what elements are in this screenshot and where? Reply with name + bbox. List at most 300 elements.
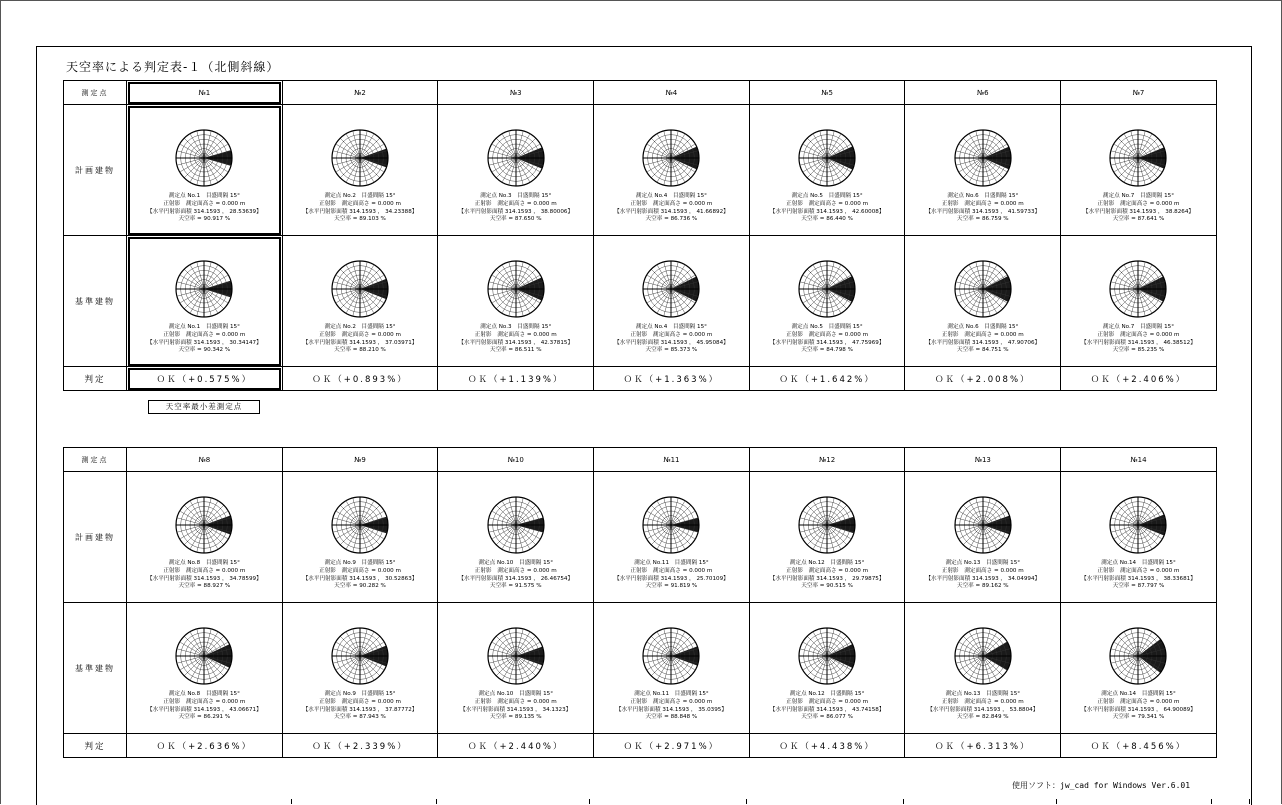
projected-area: 42.60008 [852, 208, 879, 215]
point-id: No.8 [187, 559, 201, 566]
judgement-result: ＯＫ（+6.313%） [905, 734, 1061, 758]
scale-interval: 目盛間隔 15° [518, 559, 554, 566]
point-id: No.4 [654, 323, 668, 330]
measure-height: 測定面高さ = 0.000 m [497, 200, 557, 207]
projection-type: 正射影 [474, 331, 492, 338]
sky-ratio-prefix: 天空率 = [334, 216, 360, 223]
measure-height: 測定面高さ = 0.000 m [1119, 698, 1180, 705]
point-number-header: №6 [905, 81, 1061, 105]
scale-interval: 目盛間隔 15° [672, 323, 707, 330]
measurement-info: 測定点 No.3 目盛間隔 15° 正射影 測定面高さ = 0.000 m 【水平円射影面積 314.1593 ， 38.80006】 天空率 = 87.650 % [458, 192, 574, 223]
row-label-point: 測定点 [64, 448, 127, 472]
projection-type: 正射影 [1097, 567, 1115, 574]
software-footer: 使用ソフト：jw_cad for Windows Ver.6.01 [1012, 781, 1191, 790]
projected-area: 37.87772 [385, 706, 412, 713]
measurement-info: 測定点 No.7 目盛間隔 15° 正射影 測定面高さ = 0.000 m 【水平円射影面積 314.1593 ， 46.38512】 天空率 = 85.235 % [1081, 323, 1196, 354]
scale-interval: 目盛間隔 15° [986, 690, 1021, 697]
judgement-result: ＯＫ（+1.642%） [749, 367, 905, 391]
measure-height: 測定面高さ = 0.000 m [652, 200, 713, 207]
projection-type: 正射影 [319, 698, 336, 705]
scale-interval: 目盛間隔 15° [830, 690, 865, 697]
point-id: No.5 [810, 192, 823, 199]
projected-area: 26.46754 [540, 575, 568, 582]
area-prefix: 【水平円射影面積 314.1593 ， [147, 706, 228, 713]
measure-height: 測定面高さ = 0.000 m [341, 698, 401, 705]
row-label-judge: 判定 [64, 367, 127, 391]
sky-dome-diagram [329, 127, 391, 189]
projected-area: 38.8264 [1165, 208, 1189, 215]
sky-ratio-prefix: 天空率 = [956, 216, 982, 223]
sky-ratio-value: 89.103 % [359, 216, 386, 223]
measurement-info: 測定点 No.7 目盛間隔 15° 正射影 測定面高さ = 0.000 m 【水平円射影面積 314.1593 ， 38.8264】 天空率 = 87.641 % [1082, 192, 1195, 223]
sky-ratio-value: 84.751 % [981, 347, 1009, 354]
projected-area: 34.23388 [385, 208, 412, 215]
measurement-info: 測定点 No.6 目盛間隔 15° 正射影 測定面高さ = 0.000 m 【水平円射影面積 314.1593 ， 41.59733】 天空率 = 86.759 % [925, 192, 1041, 223]
sky-ratio-value: 89.135 % [514, 714, 542, 721]
judgement-result: ＯＫ（+0.893%） [282, 367, 438, 391]
point-id: No.11 [652, 690, 670, 697]
scale-interval: 目盛間隔 15° [361, 559, 396, 566]
measurement-info: 測定点 No.2 目盛間隔 15° 正射影 測定面高さ = 0.000 m 【水平円射影面積 314.1593 ， 34.23388】 天空率 = 89.103 % [302, 192, 418, 223]
area-prefix: 【水平円射影面積 314.1593 ， [614, 575, 695, 582]
projection-type: 正射影 [941, 331, 959, 338]
sheet-bottom-ticks [36, 799, 1250, 804]
area-prefix: 【水平円射影面積 314.1593 ， [458, 575, 539, 582]
sky-ratio-value: 90.342 % [203, 347, 231, 354]
projection-type: 正射影 [163, 331, 181, 338]
projection-type: 正射影 [319, 200, 336, 207]
sky-dome-diagram [640, 625, 702, 687]
sky-dome-diagram [1107, 127, 1169, 189]
projected-area: 43.74158 [852, 706, 879, 713]
area-prefix: 【水平円射影面積 314.1593 ， [925, 339, 1007, 346]
area-prefix: 【水平円射影面積 314.1593 ， [302, 208, 384, 215]
measurement-info: 測定点 No.2 目盛間隔 15° 正射影 測定面高さ = 0.000 m 【水平円射影面積 314.1593 ， 37.03971】 天空率 = 88.210 % [302, 323, 418, 354]
judgement-result: ＯＫ（+4.438%） [749, 734, 905, 758]
point-id: No.10 [496, 690, 514, 697]
plan-building-cell [1061, 472, 1217, 603]
projection-type: 正射影 [941, 698, 959, 705]
measurement-info: 測定点 No.10 目盛間隔 15° 正射影 測定面高さ = 0.000 m 【水平円射影面積 314.1593 ， 34.1323】 天空率 = 89.135 % [460, 690, 572, 721]
point-number-header: №3 [438, 81, 594, 105]
measure-height: 測定面高さ = 0.000 m [652, 698, 713, 705]
projection-type: 正射影 [163, 200, 181, 207]
point-number-header: №7 [1061, 81, 1217, 105]
projected-area: 46.38512 [1163, 339, 1191, 346]
measure-height: 測定面高さ = 0.000 m [185, 567, 246, 574]
sky-dome-diagram [796, 625, 858, 687]
scale-interval: 目盛間隔 15° [1141, 690, 1176, 697]
sky-ratio-prefix: 天空率 = [801, 216, 827, 223]
sheet-tick [1056, 799, 1057, 804]
plan-building-cell [594, 105, 750, 236]
sky-dome-diagram [485, 127, 547, 189]
projected-area: 37.03971 [385, 339, 412, 346]
scale-interval: 目盛間隔 15° [205, 559, 240, 566]
projected-area: 29.79875 [852, 575, 879, 582]
measurement-info: 測定点 No.4 目盛間隔 15° 正射影 測定面高さ = 0.000 m 【水平円射影面積 314.1593 ， 45.95084】 天空率 = 85.373 % [614, 323, 729, 354]
scale-interval: 目盛間隔 15° [1141, 559, 1176, 566]
scale-interval: 目盛間隔 15° [361, 323, 396, 330]
projection-type: 正射影 [630, 331, 648, 338]
sky-dome-diagram [173, 494, 235, 556]
point-id: No.12 [808, 559, 825, 566]
measurement-info: 測定点 No.6 目盛間隔 15° 正射影 測定面高さ = 0.000 m 【水平円射影面積 314.1593 ， 47.90706】 天空率 = 84.751 % [925, 323, 1041, 354]
point-number-header: №14 [1061, 448, 1217, 472]
sheet-tick [903, 799, 904, 804]
projection-type: 正射影 [941, 567, 959, 574]
sky-ratio-value: 86.736 % [670, 216, 698, 223]
sheet-tick [1249, 799, 1250, 804]
point-number-header: №12 [749, 448, 905, 472]
sky-dome-diagram [329, 258, 391, 320]
measurement-info: 測定点 No.5 目盛間隔 15° 正射影 測定面高さ = 0.000 m 【水平円射影面積 314.1593 ， 47.75969】 天空率 = 84.798 % [769, 323, 885, 354]
measure-height: 測定面高さ = 0.000 m [497, 567, 557, 574]
plan-building-cell [1061, 105, 1217, 236]
row-label-base: 基準建物 [64, 236, 127, 367]
area-prefix: 【水平円射影面積 314.1593 ， [458, 339, 539, 346]
measure-height: 測定面高さ = 0.000 m [341, 567, 401, 574]
projected-area: 42.37815 [540, 339, 568, 346]
sky-ratio-prefix: 天空率 = [801, 583, 827, 590]
sky-ratio-value: 86.291 % [203, 714, 231, 721]
min-difference-point-label: 天空率最小差測定点 [148, 400, 260, 414]
sky-ratio-prefix: 天空率 = [801, 347, 827, 354]
point-id: No.10 [496, 559, 514, 566]
measurement-info: 測定点 No.1 目盛間隔 15° 正射影 測定面高さ = 0.000 m 【水平円射影面積 314.1593 ， 28.53639】 天空率 = 90.917 % [147, 192, 262, 223]
sky-dome-diagram [329, 625, 391, 687]
scale-interval: 目盛間隔 15° [518, 690, 554, 697]
base-building-cell [282, 236, 438, 367]
measure-height: 測定面高さ = 0.000 m [341, 331, 401, 338]
judgement-result: ＯＫ（+2.406%） [1061, 367, 1217, 391]
area-prefix: 【水平円射影面積 314.1593 ， [147, 339, 228, 346]
sky-ratio-value: 89.162 % [981, 583, 1009, 590]
point-id: No.4 [654, 192, 668, 199]
measurement-info: 測定点 No.11 目盛間隔 15° 正射影 測定面高さ = 0.000 m 【水平円射影面積 314.1593 ， 35.0395】 天空率 = 88.848 % [615, 690, 727, 721]
projection-type: 正射影 [163, 567, 181, 574]
sky-ratio-prefix: 天空率 = [801, 714, 827, 721]
measurement-info: 測定点 No.8 目盛間隔 15° 正射影 測定面高さ = 0.000 m 【水平円射影面積 314.1593 ， 43.06671】 天空率 = 86.291 % [147, 690, 262, 721]
sky-ratio-value: 91.575 % [514, 583, 542, 590]
scale-interval: 目盛間隔 15° [517, 323, 552, 330]
measurement-info: 測定点 No.4 目盛間隔 15° 正射影 測定面高さ = 0.000 m 【水平円射影面積 314.1593 ， 41.66892】 天空率 = 86.736 % [614, 192, 729, 223]
point-id: No.13 [964, 559, 981, 566]
sky-dome-diagram [485, 625, 547, 687]
point-id: No.11 [652, 559, 670, 566]
projected-area: 53.8804 [1009, 706, 1033, 713]
area-prefix: 【水平円射影面積 314.1593 ， [769, 339, 851, 346]
sky-ratio-prefix: 天空率 = [645, 216, 671, 223]
point-id: No.1 [187, 192, 201, 199]
measurement-info: 測定点 No.12 目盛間隔 15° 正射影 測定面高さ = 0.000 m 【水平円射影面積 314.1593 ， 29.79875】 天空率 = 90.515 % [769, 559, 885, 590]
sky-dome-diagram [952, 127, 1014, 189]
measurement-info: 測定点 No.9 目盛間隔 15° 正射影 測定面高さ = 0.000 m 【水平円射影面積 314.1593 ， 37.87772】 天空率 = 87.943 % [302, 690, 418, 721]
point-id: No.7 [1121, 323, 1135, 330]
projection-type: 正射影 [786, 567, 803, 574]
area-prefix: 【水平円射影面積 314.1593 ， [769, 575, 851, 582]
sky-ratio-prefix: 天空率 = [178, 583, 204, 590]
sky-ratio-prefix: 天空率 = [489, 583, 515, 590]
judgement-table-1 [63, 80, 1217, 391]
point-id: No.2 [343, 192, 356, 199]
projected-area: 34.78599 [229, 575, 257, 582]
row-label-base: 基準建物 [64, 603, 127, 734]
projected-area: 47.90706 [1007, 339, 1035, 346]
sky-dome-diagram [640, 127, 702, 189]
measure-height: 測定面高さ = 0.000 m [964, 698, 1024, 705]
sky-ratio-prefix: 天空率 = [956, 714, 982, 721]
sheet-tick [291, 799, 292, 804]
sky-ratio-value: 86.759 % [981, 216, 1009, 223]
projection-type: 正射影 [786, 331, 803, 338]
point-id: No.13 [964, 690, 981, 697]
base-building-cell [438, 236, 594, 367]
point-number-header: №8 [127, 448, 283, 472]
point-id: No.9 [343, 690, 356, 697]
sky-dome-diagram [640, 494, 702, 556]
plan-building-cell [438, 105, 594, 236]
base-building-cell [749, 603, 905, 734]
projected-area: 47.75969 [852, 339, 879, 346]
sky-ratio-prefix: 天空率 = [1112, 216, 1138, 223]
sky-dome-diagram [485, 258, 547, 320]
measurement-info: 測定点 No.14 目盛間隔 15° 正射影 測定面高さ = 0.000 m 【水平円射影面積 314.1593 ， 64.90089】 天空率 = 79.341 % [1081, 690, 1196, 721]
point-number-header: №9 [282, 448, 438, 472]
projection-type: 正射影 [1097, 331, 1115, 338]
projected-area: 34.1323 [542, 706, 566, 713]
scale-interval: 目盛間隔 15° [828, 192, 863, 199]
sky-ratio-prefix: 天空率 = [178, 714, 204, 721]
projected-area: 64.90089 [1163, 706, 1191, 713]
area-prefix: 【水平円射影面積 314.1593 ， [925, 575, 1007, 582]
area-prefix: 【水平円射影面積 314.1593 ， [460, 706, 541, 713]
scale-interval: 目盛間隔 15° [674, 559, 709, 566]
sky-ratio-prefix: 天空率 = [334, 347, 360, 354]
plan-building-cell [282, 105, 438, 236]
point-number-header: №5 [749, 81, 905, 105]
sky-ratio-value: 84.798 % [826, 347, 853, 354]
sheet-tick [746, 799, 747, 804]
projection-type: 正射影 [630, 567, 648, 574]
sky-ratio-prefix: 天空率 = [1112, 347, 1138, 354]
point-id: No.6 [965, 323, 979, 330]
sky-dome-diagram [173, 258, 235, 320]
scale-interval: 目盛間隔 15° [1139, 192, 1175, 199]
plan-building-cell [127, 105, 283, 236]
projection-type: 正射影 [630, 200, 648, 207]
projection-type: 正射影 [786, 200, 803, 207]
sheet-tick [436, 799, 437, 804]
plan-building-cell [905, 105, 1061, 236]
plan-building-cell [282, 472, 438, 603]
judgement-result: ＯＫ（+2.440%） [438, 734, 594, 758]
sky-ratio-prefix: 天空率 = [645, 347, 671, 354]
judgement-result: ＯＫ（+1.363%） [594, 367, 750, 391]
sheet-tick [1211, 799, 1212, 804]
point-id: No.14 [1119, 559, 1137, 566]
projection-type: 正射影 [1097, 200, 1115, 207]
area-prefix: 【水平円射影面積 314.1593 ， [614, 208, 695, 215]
point-number-header: №4 [594, 81, 750, 105]
sky-ratio-value: 86.440 % [826, 216, 853, 223]
projected-area: 30.52863 [385, 575, 412, 582]
judgement-result: ＯＫ（+2.008%） [905, 367, 1061, 391]
projection-type: 正射影 [1097, 698, 1115, 705]
sky-ratio-value: 88.210 % [359, 347, 386, 354]
base-building-cell [594, 603, 750, 734]
sky-ratio-prefix: 天空率 = [1112, 583, 1138, 590]
base-building-cell [282, 603, 438, 734]
sky-dome-diagram [173, 127, 235, 189]
window-top-edge [0, 0, 1282, 1]
sky-dome-diagram [796, 258, 858, 320]
area-prefix: 【水平円射影面積 314.1593 ， [614, 339, 695, 346]
measure-height: 測定面高さ = 0.000 m [497, 331, 557, 338]
point-id: No.3 [498, 323, 512, 330]
judgement-result: ＯＫ（+1.139%） [438, 367, 594, 391]
sky-ratio-prefix: 天空率 = [334, 714, 360, 721]
measure-height: 測定面高さ = 0.000 m [652, 567, 713, 574]
area-prefix: 【水平円射影面積 314.1593 ， [302, 339, 384, 346]
sky-dome-diagram [640, 258, 702, 320]
scale-interval: 目盛間隔 15° [984, 323, 1019, 330]
base-building-cell [594, 236, 750, 367]
point-id: No.2 [343, 323, 356, 330]
point-number-header: №11 [594, 448, 750, 472]
plan-building-cell [438, 472, 594, 603]
plan-building-cell [749, 105, 905, 236]
point-id: No.1 [187, 323, 201, 330]
measure-height: 測定面高さ = 0.000 m [185, 331, 246, 338]
point-number-header: №1 [127, 81, 283, 105]
base-building-cell [127, 603, 283, 734]
sky-ratio-value: 82.849 % [981, 714, 1009, 721]
sky-ratio-prefix: 天空率 = [956, 583, 982, 590]
base-building-cell [1061, 236, 1217, 367]
measure-height: 測定面高さ = 0.000 m [185, 200, 246, 207]
area-prefix: 【水平円射影面積 314.1593 ， [615, 706, 697, 713]
projected-area: 25.70109 [696, 575, 724, 582]
measurement-info: 測定点 No.3 目盛間隔 15° 正射影 測定面高さ = 0.000 m 【水平円射影面積 314.1593 ， 42.37815】 天空率 = 86.511 % [458, 323, 574, 354]
point-id: No.3 [498, 192, 512, 199]
measure-height: 測定面高さ = 0.000 m [1119, 331, 1180, 338]
measure-height: 測定面高さ = 0.000 m [964, 331, 1024, 338]
row-label-judge: 判定 [64, 734, 127, 758]
projected-area: 30.34147 [229, 339, 257, 346]
sky-dome-diagram [1107, 258, 1169, 320]
area-prefix: 【水平円射影面積 314.1593 ， [927, 706, 1008, 713]
sky-ratio-value: 87.641 % [1137, 216, 1165, 223]
point-id: No.14 [1119, 690, 1137, 697]
projection-type: 正射影 [474, 200, 492, 207]
point-id: No.7 [1121, 192, 1135, 199]
projection-type: 正射影 [630, 698, 648, 705]
sky-dome-diagram [796, 494, 858, 556]
base-building-cell [905, 603, 1061, 734]
sky-ratio-value: 86.077 % [826, 714, 853, 721]
point-number-header: №13 [905, 448, 1061, 472]
measurement-info: 測定点 No.8 目盛間隔 15° 正射影 測定面高さ = 0.000 m 【水平円射影面積 314.1593 ， 34.78599】 天空率 = 88.927 % [147, 559, 262, 590]
sky-ratio-value: 90.917 % [203, 216, 231, 223]
scale-interval: 目盛間隔 15° [205, 192, 240, 199]
scale-interval: 目盛間隔 15° [205, 690, 240, 697]
sky-dome-diagram [796, 127, 858, 189]
sky-ratio-prefix: 天空率 = [489, 347, 515, 354]
projection-type: 正射影 [319, 567, 336, 574]
measurement-info: 測定点 No.5 目盛間隔 15° 正射影 測定面高さ = 0.000 m 【水平円射影面積 314.1593 ， 42.60008】 天空率 = 86.440 % [769, 192, 885, 223]
sky-ratio-value: 88.848 % [670, 714, 698, 721]
scale-interval: 目盛間隔 15° [984, 192, 1019, 199]
point-id: No.9 [343, 559, 356, 566]
measure-height: 測定面高さ = 0.000 m [497, 698, 557, 705]
measure-height: 測定面高さ = 0.000 m [808, 200, 869, 207]
plan-building-cell [127, 472, 283, 603]
sky-ratio-prefix: 天空率 = [1112, 714, 1138, 721]
measurement-info: 測定点 No.13 目盛間隔 15° 正射影 測定面高さ = 0.000 m 【水平円射影面積 314.1593 ， 53.8804】 天空率 = 82.849 % [927, 690, 1039, 721]
sky-ratio-value: 90.515 % [826, 583, 853, 590]
judgement-result: ＯＫ（+0.575%） [127, 367, 283, 391]
sky-dome-diagram [952, 258, 1014, 320]
sky-dome-diagram [1107, 494, 1169, 556]
scale-interval: 目盛間隔 15° [830, 559, 865, 566]
base-building-cell [1061, 603, 1217, 734]
judgement-result: ＯＫ（+2.971%） [594, 734, 750, 758]
measure-height: 測定面高さ = 0.000 m [652, 331, 713, 338]
document-title: 天空率による判定表-１（北側斜線） [66, 60, 280, 74]
sky-ratio-value: 79.341 % [1137, 714, 1165, 721]
sky-ratio-prefix: 天空率 = [645, 714, 671, 721]
sky-ratio-prefix: 天空率 = [334, 583, 360, 590]
projection-type: 正射影 [786, 698, 803, 705]
measure-height: 測定面高さ = 0.000 m [185, 698, 246, 705]
judgement-result: ＯＫ（+2.636%） [127, 734, 283, 758]
measure-height: 測定面高さ = 0.000 m [1119, 200, 1180, 207]
judgement-result: ＯＫ（+8.456%） [1061, 734, 1217, 758]
area-prefix: 【水平円射影面積 314.1593 ， [769, 208, 851, 215]
measurement-info: 測定点 No.12 目盛間隔 15° 正射影 測定面高さ = 0.000 m 【水平円射影面積 314.1593 ， 43.74158】 天空率 = 86.077 % [769, 690, 885, 721]
area-prefix: 【水平円射影面積 314.1593 ， [302, 706, 384, 713]
plan-building-cell [594, 472, 750, 603]
projection-type: 正射影 [319, 331, 336, 338]
sky-ratio-prefix: 天空率 = [178, 347, 204, 354]
scale-interval: 目盛間隔 15° [674, 690, 709, 697]
scale-interval: 目盛間隔 15° [517, 192, 552, 199]
sky-ratio-value: 87.650 % [514, 216, 542, 223]
scale-interval: 目盛間隔 15° [361, 690, 396, 697]
sky-ratio-prefix: 天空率 = [645, 583, 671, 590]
scale-interval: 目盛間隔 15° [986, 559, 1021, 566]
sky-ratio-prefix: 天空率 = [178, 216, 204, 223]
area-prefix: 【水平円射影面積 314.1593 ， [1082, 208, 1164, 215]
sky-dome-diagram [485, 494, 547, 556]
scale-interval: 目盛間隔 15° [672, 192, 707, 199]
measure-height: 測定面高さ = 0.000 m [808, 331, 869, 338]
projected-area: 35.0395 [698, 706, 722, 713]
sky-ratio-value: 86.511 % [514, 347, 542, 354]
scale-interval: 目盛間隔 15° [361, 192, 396, 199]
sky-ratio-value: 90.282 % [359, 583, 386, 590]
area-prefix: 【水平円射影面積 314.1593 ， [147, 208, 228, 215]
base-building-cell [905, 236, 1061, 367]
measurement-info: 測定点 No.10 目盛間隔 15° 正射影 測定面高さ = 0.000 m 【水平円射影面積 314.1593 ， 26.46754】 天空率 = 91.575 % [458, 559, 574, 590]
scale-interval: 目盛間隔 15° [1139, 323, 1175, 330]
area-prefix: 【水平円射影面積 314.1593 ， [769, 706, 851, 713]
area-prefix: 【水平円射影面積 314.1593 ， [1081, 706, 1162, 713]
point-id: No.5 [810, 323, 823, 330]
scale-interval: 目盛間隔 15° [205, 323, 240, 330]
point-id: No.6 [965, 192, 979, 199]
